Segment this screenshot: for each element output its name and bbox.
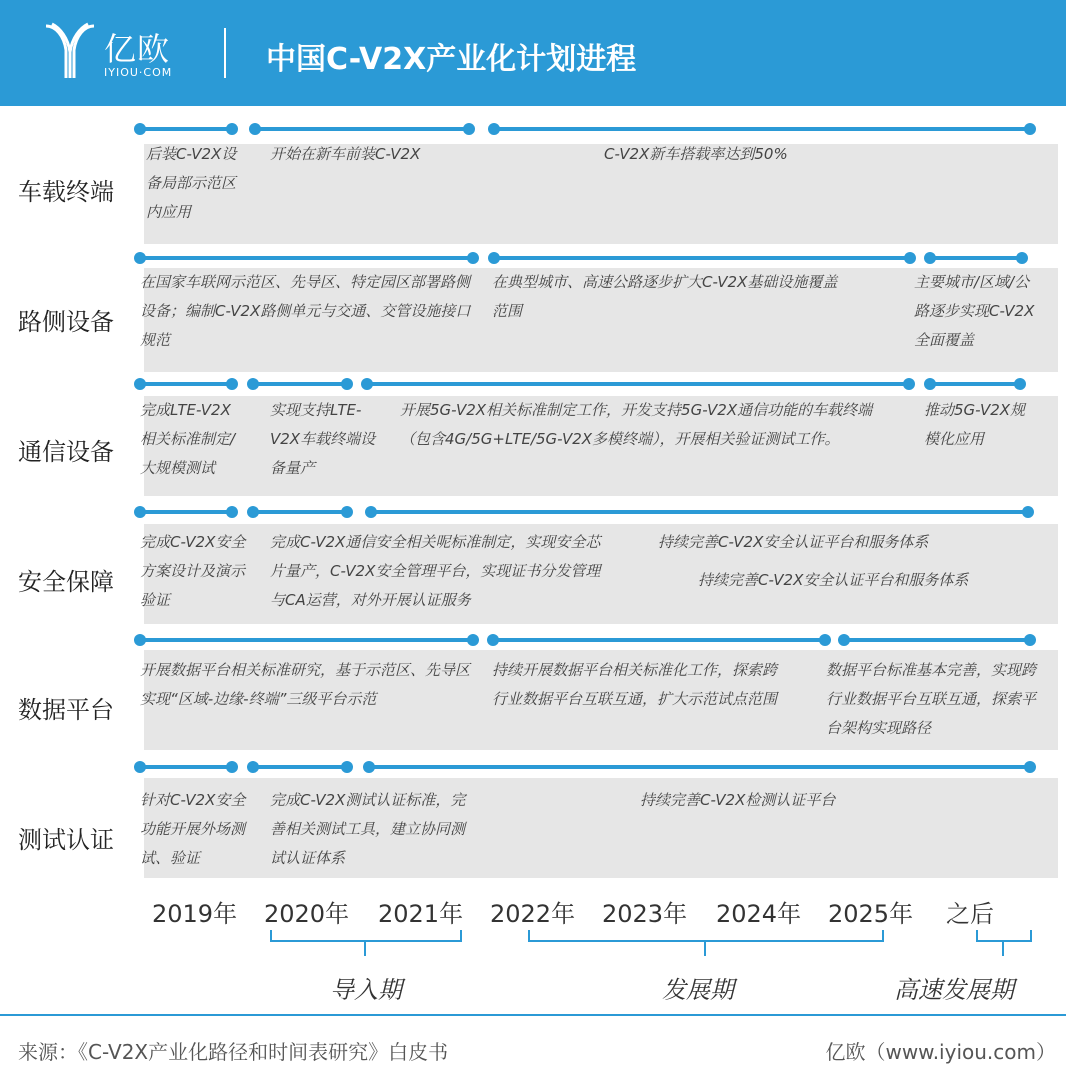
timeline-dot xyxy=(1014,378,1026,390)
category-label-testing: 测试认证 xyxy=(18,826,114,854)
timeline-dot xyxy=(226,506,238,518)
milestone-text: 数据平台标准基本完善，实现跨行业数据平台互联互通，探索平台架构实现路径 xyxy=(826,661,1037,737)
timeline-segment xyxy=(140,256,473,260)
milestone-text: 持续开展数据平台相关标准化工作，探索跨行业数据平台互联互通，扩大示范试点范围 xyxy=(492,661,778,708)
timeline-segment xyxy=(140,765,232,769)
milestone-text: 开始在新车前装C-V2X xyxy=(270,145,421,163)
timeline-dot xyxy=(341,378,353,390)
timeline-segment xyxy=(140,638,473,642)
year-label: 2022年 xyxy=(490,900,576,928)
timeline-segment xyxy=(253,382,347,386)
milestone-text: 持续完善C-V2X安全认证平台和服务体系 xyxy=(698,571,969,589)
timeline-dot xyxy=(341,506,353,518)
timeline-dot xyxy=(249,123,261,135)
phase-label-intro: 导入期 xyxy=(330,976,402,1004)
timeline-segment xyxy=(494,127,1030,131)
phase-label-growth: 发展期 xyxy=(662,976,734,1004)
logo-text: 亿欧 xyxy=(104,30,171,68)
timeline-dot xyxy=(1024,761,1036,773)
header-banner xyxy=(0,0,1066,106)
timeline-segment xyxy=(140,127,232,131)
timeline-segment xyxy=(493,638,825,642)
milestone-text: 在国家车联网示范区、先导区、特定园区部署路侧设备；编制C-V2X路侧单元与交通、交管设施接口规范 xyxy=(140,273,471,349)
milestone-text: C-V2X新车搭载率达到50% xyxy=(604,145,788,163)
timeline-dot xyxy=(819,634,831,646)
timeline-dot xyxy=(924,378,936,390)
timeline-dot xyxy=(488,123,500,135)
timeline-dot xyxy=(363,761,375,773)
timeline-dot xyxy=(226,123,238,135)
milestone-text: 完成C-V2X安全方案设计及演示验证 xyxy=(140,533,246,609)
timeline-dot xyxy=(1022,506,1034,518)
timeline-dot xyxy=(903,378,915,390)
timeline-segment xyxy=(930,382,1020,386)
milestone-text: 完成C-V2X通信安全相关呢标准制定，实现安全芯片量产，C-V2X安全管理平台，实现证书分发管理与CA运营，对外开展认证服务 xyxy=(270,533,601,609)
category-label-roadside: 路侧设备 xyxy=(18,308,114,336)
year-label: 之后 xyxy=(946,900,994,928)
milestone-text: 完成C-V2X测试认证标准，完善相关测试工具，建立协同测试认证体系 xyxy=(270,791,466,867)
timeline-dot xyxy=(924,252,936,264)
phase-label-rapid: 高速发展期 xyxy=(894,976,1014,1004)
timeline-dot xyxy=(361,378,373,390)
phase-bracket-stem xyxy=(704,942,706,956)
year-label: 2024年 xyxy=(716,900,802,928)
year-label: 2021年 xyxy=(378,900,464,928)
timeline-dot xyxy=(134,506,146,518)
timeline-dot xyxy=(463,123,475,135)
milestone-text: 实现支持LTE-V2X车载终端设备量产 xyxy=(270,401,376,477)
milestone-text: 针对C-V2X安全功能开展外场测试、验证 xyxy=(140,791,246,867)
timeline-dot xyxy=(226,378,238,390)
timeline-segment xyxy=(255,127,469,131)
timeline-dot xyxy=(904,252,916,264)
category-label-data: 数据平台 xyxy=(18,696,114,724)
phase-bracket-stem xyxy=(1002,942,1004,956)
milestone-text: 推动5G-V2X规模化应用 xyxy=(924,401,1026,448)
timeline-segment xyxy=(371,510,1028,514)
timeline-dot xyxy=(247,378,259,390)
timeline-dot xyxy=(488,252,500,264)
timeline-segment xyxy=(930,256,1022,260)
timeline-segment xyxy=(140,510,232,514)
milestone-text: 持续完善C-V2X安全认证平台和服务体系 xyxy=(658,533,929,551)
timeline-dot xyxy=(838,634,850,646)
phase-bracket-rapid xyxy=(976,930,1032,942)
category-label-vehicle: 车载终端 xyxy=(18,178,114,206)
timeline-dot xyxy=(365,506,377,518)
timeline-dot xyxy=(1016,252,1028,264)
milestone-text: 后装C-V2X设备局部示范区内应用 xyxy=(146,145,237,221)
category-label-comm: 通信设备 xyxy=(18,438,114,466)
timeline-dot xyxy=(134,252,146,264)
timeline-segment xyxy=(844,638,1030,642)
timeline-dot xyxy=(467,252,479,264)
timeline-segment xyxy=(140,382,232,386)
timeline-segment xyxy=(369,765,1030,769)
timeline-segment xyxy=(253,765,347,769)
milestone-text: 主要城市/区域/公路逐步实现C-V2X全面覆盖 xyxy=(914,273,1035,349)
timeline-dot xyxy=(134,378,146,390)
milestone-text: 完成LTE-V2X相关标准制定/大规模测试 xyxy=(140,401,236,477)
milestone-text: 开展5G-V2X相关标准制定工作，开发支持5G-V2X通信功能的车载终端（包含4G/5G+LTE/5G-V2X多模终端），开展相关验证测试工作。 xyxy=(400,401,873,448)
timeline-dot xyxy=(1024,634,1036,646)
year-label: 2025年 xyxy=(828,900,914,928)
source-note: 来源：《C-V2X产业化路径和时间表研究》白皮书 xyxy=(18,1040,449,1064)
year-label: 2020年 xyxy=(264,900,350,928)
phase-bracket-growth xyxy=(528,930,884,942)
timeline-dot xyxy=(467,634,479,646)
year-label: 2023年 xyxy=(602,900,688,928)
category-label-security: 安全保障 xyxy=(18,568,114,596)
timeline-dot xyxy=(226,761,238,773)
milestone-text: 持续完善C-V2X检测认证平台 xyxy=(640,791,836,809)
timeline-dot xyxy=(247,506,259,518)
timeline-dot xyxy=(341,761,353,773)
footer-rule xyxy=(0,1014,1066,1016)
timeline-dot xyxy=(134,761,146,773)
page-title: 中国C-V2X产业化计划进程 xyxy=(266,42,637,77)
year-label: 2019年 xyxy=(152,900,238,928)
milestone-text: 开展数据平台相关标准研究，基于示范区、先导区实现“区域-边缘-终端”三级平台示范 xyxy=(140,661,471,708)
timeline-dot xyxy=(134,123,146,135)
timeline-segment xyxy=(253,510,347,514)
timeline-dot xyxy=(134,634,146,646)
timeline-segment xyxy=(367,382,909,386)
timeline-dot xyxy=(1024,123,1036,135)
header-divider xyxy=(224,28,226,78)
logo-subtext: IYIOU·COM xyxy=(104,66,173,79)
timeline-segment xyxy=(494,256,910,260)
credit-note: 亿欧（www.iyiou.com） xyxy=(825,1040,1056,1064)
timeline-dot xyxy=(247,761,259,773)
iyiou-logo-icon xyxy=(42,20,98,82)
timeline-dot xyxy=(487,634,499,646)
phase-bracket-intro xyxy=(270,930,462,942)
phase-bracket-stem xyxy=(364,942,366,956)
milestone-text: 在典型城市、高速公路逐步扩大C-V2X基础设施覆盖范围 xyxy=(492,273,838,320)
